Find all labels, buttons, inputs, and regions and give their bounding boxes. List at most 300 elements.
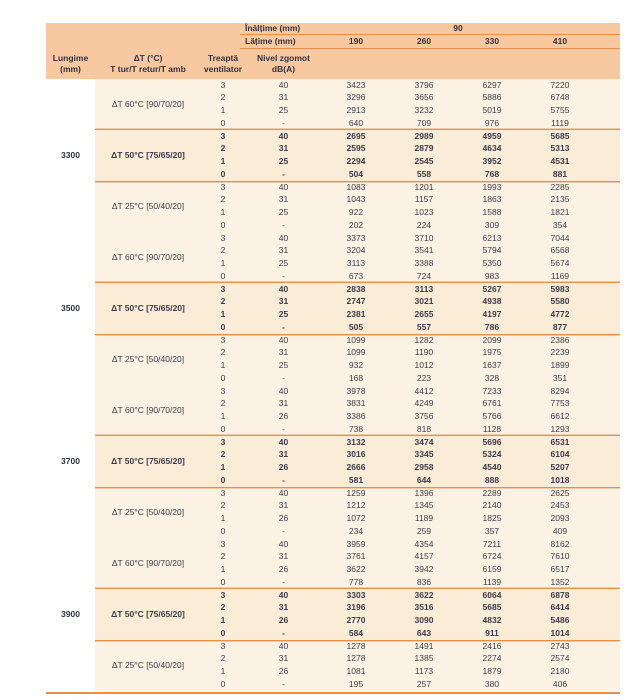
row-filler-cell (594, 346, 620, 359)
fan-step-cell: 1 (220, 411, 226, 422)
capacity-value-cell: 786 (484, 321, 500, 332)
capacity-value-cell: 2453 (550, 500, 570, 511)
header-row-width (46, 35, 620, 49)
table-row (201, 512, 620, 525)
table-row (201, 206, 620, 219)
header-row-columns (46, 49, 620, 79)
noise-level-cell: 31 (278, 500, 289, 511)
capacity-value-cell: 3132 (346, 436, 366, 447)
capacity-value-cell: 5766 (482, 411, 502, 422)
fan-step-cell: 2 (220, 245, 226, 256)
noise-level-cell: 31 (278, 449, 289, 460)
noise-level-cell: 25 (278, 105, 289, 116)
row-filler-cell (594, 563, 620, 576)
fan-step-cell: 0 (220, 270, 226, 281)
dt-block (95, 181, 620, 232)
fan-step-cell: 2 (220, 143, 226, 154)
column-header-noise-level: Nivel zgomot dB(A) (257, 53, 310, 74)
width-value-col3: 330 (484, 36, 500, 46)
table-row (201, 614, 620, 627)
fan-step-cell: 3 (220, 640, 226, 651)
capacity-value-cell: 2838 (346, 283, 366, 294)
fan-step-cell: 3 (220, 283, 226, 294)
capacity-value-cell: 4354 (414, 538, 434, 549)
capacity-value-cell: 2093 (550, 513, 570, 524)
capacity-table (46, 23, 620, 694)
noise-level-cell: 40 (278, 130, 289, 141)
capacity-value-cell: 6213 (482, 232, 502, 243)
capacity-value-cell: 1491 (414, 640, 434, 651)
block-rows (201, 385, 620, 436)
capacity-value-cell: 1157 (414, 194, 434, 205)
row-filler-cell (594, 295, 620, 308)
row-filler-cell (594, 640, 620, 653)
noise-level-cell: 31 (278, 92, 289, 103)
row-filler-cell (594, 372, 620, 385)
capacity-value-cell: 1099 (346, 347, 366, 358)
capacity-value-cell: 5886 (482, 92, 502, 103)
capacity-value-cell: 1139 (482, 576, 502, 587)
table-row (201, 168, 620, 181)
fan-step-cell: 3 (220, 334, 226, 345)
fan-step-cell: 1 (220, 462, 226, 473)
table-row (201, 474, 620, 487)
capacity-value-cell: 911 (485, 627, 499, 638)
capacity-value-cell: 581 (348, 474, 364, 485)
capacity-value-cell: 6414 (550, 602, 570, 613)
table-row (201, 321, 620, 334)
table-row (201, 487, 620, 500)
capacity-value-cell: 922 (348, 207, 364, 218)
capacity-value-cell: 3831 (346, 398, 366, 409)
noise-level-cell: - (282, 117, 285, 128)
capacity-value-cell: 1083 (346, 181, 366, 192)
capacity-value-cell: 768 (484, 168, 500, 179)
row-filler-cell (594, 499, 620, 512)
capacity-value-cell: 643 (416, 627, 432, 638)
table-body (46, 79, 620, 691)
row-filler-cell (594, 665, 620, 678)
capacity-value-cell: 2099 (482, 334, 502, 345)
fan-step-cell: 2 (220, 551, 226, 562)
fan-step-cell: 2 (220, 449, 226, 460)
capacity-value-cell: 8162 (550, 538, 570, 549)
row-filler-cell (594, 104, 620, 117)
row-filler-cell (594, 283, 620, 296)
header-filler (594, 49, 620, 79)
fan-step-cell: 0 (220, 423, 226, 434)
capacity-value-cell: 4157 (414, 551, 434, 562)
row-filler-cell (594, 244, 620, 257)
capacity-value-cell: 3303 (346, 589, 366, 600)
block-rows (201, 283, 620, 334)
capacity-value-cell: 2180 (550, 666, 570, 677)
fan-step-cell: 1 (220, 309, 226, 320)
capacity-value-cell: 836 (416, 576, 432, 587)
fan-step-cell: 0 (220, 576, 226, 587)
noise-level-cell: 31 (278, 602, 289, 613)
table-row (201, 117, 620, 130)
noise-level-cell: 26 (278, 513, 289, 524)
fan-step-cell: 1 (220, 615, 226, 626)
fan-step-cell: 2 (220, 194, 226, 205)
dt-block (95, 487, 620, 538)
table-row (201, 550, 620, 563)
capacity-value-cell: 3113 (414, 283, 434, 294)
capacity-value-cell: 354 (552, 219, 568, 230)
capacity-value-cell: 3386 (346, 411, 366, 422)
capacity-value-cell: 1637 (482, 360, 502, 371)
capacity-value-cell: 2666 (346, 462, 366, 473)
fan-step-cell: 2 (220, 92, 226, 103)
fan-step-cell: 0 (220, 525, 226, 536)
capacity-value-cell: 2545 (414, 156, 434, 167)
noise-level-cell: 40 (278, 232, 289, 243)
noise-level-cell: 26 (278, 462, 289, 473)
capacity-value-cell: 6878 (550, 589, 570, 600)
capacity-value-cell: 2655 (414, 309, 434, 320)
row-filler-cell (594, 359, 620, 372)
capacity-value-cell: 3756 (414, 411, 434, 422)
dt-label: ΔT 50°C [75/65/20] (111, 455, 185, 466)
fan-step-cell: 0 (220, 168, 226, 179)
capacity-value-cell: 1012 (414, 360, 434, 371)
capacity-value-cell: 5685 (482, 602, 502, 613)
capacity-value-cell: 778 (348, 576, 364, 587)
table-row (201, 181, 620, 194)
fan-step-cell: 2 (220, 500, 226, 511)
noise-level-cell: - (282, 168, 285, 179)
noise-level-cell: - (282, 321, 285, 332)
capacity-value-cell: 5794 (482, 245, 502, 256)
table-group (46, 79, 620, 232)
capacity-value-cell: 1293 (550, 423, 570, 434)
table-row (201, 538, 620, 551)
capacity-value-cell: 3345 (414, 449, 434, 460)
capacity-value-cell: 6104 (550, 449, 570, 460)
capacity-value-cell: 6297 (482, 79, 502, 90)
dt-label: ΔT 50°C [75/65/20] (111, 608, 185, 619)
capacity-value-cell: 1385 (414, 653, 434, 664)
width-value-col1: 190 (348, 36, 364, 46)
capacity-value-cell: 2695 (346, 130, 366, 141)
row-filler-cell (594, 117, 620, 130)
noise-level-cell: - (282, 525, 285, 536)
table-row (201, 627, 620, 640)
capacity-value-cell: 2294 (346, 156, 366, 167)
capacity-value-cell: 1282 (414, 334, 434, 345)
capacity-value-cell: 738 (348, 423, 364, 434)
noise-level-cell: - (282, 678, 285, 689)
capacity-value-cell: 257 (416, 678, 432, 689)
noise-level-cell: 25 (278, 309, 289, 320)
capacity-value-cell: 2913 (346, 105, 366, 116)
fan-step-cell: 0 (220, 474, 226, 485)
fan-step-cell: 2 (220, 602, 226, 613)
capacity-value-cell: 4412 (414, 385, 434, 396)
fan-step-cell: 3 (220, 181, 226, 192)
capacity-value-cell: 7220 (550, 79, 570, 90)
fan-step-cell: 2 (220, 347, 226, 358)
fan-step-cell: 0 (220, 117, 226, 128)
row-filler-cell (594, 79, 620, 92)
header-spacer (46, 23, 240, 35)
row-filler-cell (594, 550, 620, 563)
width-label: Lățime (mm) (245, 36, 296, 46)
capacity-value-cell: 7211 (482, 538, 502, 549)
noise-level-cell: - (282, 372, 285, 383)
capacity-value-cell: 3423 (346, 79, 366, 90)
capacity-value-cell: 2135 (550, 194, 570, 205)
block-rows (201, 487, 620, 538)
capacity-value-cell: 2416 (482, 640, 502, 651)
noise-level-cell: - (282, 219, 285, 230)
row-filler-cell (594, 576, 620, 589)
capacity-value-cell: 5674 (550, 258, 570, 269)
dt-block (95, 79, 620, 130)
dt-block (95, 589, 620, 640)
block-rows (201, 589, 620, 640)
length-cell: 3300 (46, 79, 95, 232)
row-filler-cell (594, 232, 620, 245)
group-blocks (95, 232, 620, 385)
table-row (201, 397, 620, 410)
noise-level-cell: 26 (278, 411, 289, 422)
capacity-value-cell: 2625 (550, 487, 570, 498)
dt-block (95, 334, 620, 385)
capacity-value-cell: 724 (416, 270, 432, 281)
row-filler-cell (594, 168, 620, 181)
capacity-value-cell: 3541 (414, 245, 434, 256)
capacity-value-cell: 3196 (346, 602, 366, 613)
dt-label: ΔT 25°C [50/40/20] (111, 200, 185, 211)
table-row (201, 359, 620, 372)
noise-level-cell: 26 (278, 564, 289, 575)
row-filler-cell (594, 678, 620, 691)
table-row (201, 461, 620, 474)
capacity-value-cell: 1821 (550, 207, 570, 218)
noise-level-cell: 25 (278, 258, 289, 269)
row-filler-cell (594, 181, 620, 194)
noise-level-cell: 25 (278, 156, 289, 167)
row-filler-cell (594, 652, 620, 665)
capacity-value-cell: 5696 (482, 436, 502, 447)
capacity-value-cell: 351 (552, 372, 568, 383)
table-row (201, 104, 620, 117)
capacity-value-cell: 1128 (482, 423, 502, 434)
noise-level-cell: 40 (278, 487, 289, 498)
fan-step-cell: 3 (220, 232, 226, 243)
table-group (46, 538, 620, 691)
fan-step-cell: 3 (220, 436, 226, 447)
capacity-value-cell: 558 (416, 168, 432, 179)
row-filler-cell (594, 601, 620, 614)
length-cell: 3900 (46, 538, 95, 691)
capacity-value-cell: 6568 (550, 245, 570, 256)
capacity-value-cell: 6159 (482, 564, 502, 575)
capacity-value-cell: 2989 (414, 130, 434, 141)
fan-step-cell: 0 (220, 219, 226, 230)
capacity-value-cell: 504 (348, 168, 364, 179)
capacity-value-cell: 1189 (414, 513, 434, 524)
capacity-value-cell: 888 (484, 474, 500, 485)
table-row (201, 270, 620, 283)
row-filler-cell (594, 436, 620, 449)
capacity-value-cell: 5983 (550, 283, 570, 294)
capacity-value-cell: 1043 (346, 194, 366, 205)
capacity-value-cell: 2381 (346, 309, 366, 320)
capacity-value-cell: 1352 (550, 576, 570, 587)
header-spacer (46, 35, 240, 49)
noise-level-cell: 40 (278, 385, 289, 396)
row-filler-cell (594, 130, 620, 143)
capacity-value-cell: 195 (348, 678, 364, 689)
dt-label: ΔT 25°C [50/40/20] (111, 659, 185, 670)
table-row (201, 589, 620, 602)
capacity-value-cell: 1899 (550, 360, 570, 371)
capacity-value-cell: 1278 (346, 653, 366, 664)
capacity-value-cell: 5324 (482, 449, 502, 460)
noise-level-cell: - (282, 423, 285, 434)
noise-level-cell: 40 (278, 589, 289, 600)
dt-label: ΔT 60°C [90/70/20] (111, 404, 185, 415)
row-filler-cell (594, 614, 620, 627)
row-filler-cell (594, 589, 620, 602)
table-header (46, 23, 620, 79)
column-header-fan-step: Treaptă ventilator (203, 53, 243, 74)
noise-level-cell: 26 (278, 615, 289, 626)
capacity-value-cell: 2743 (550, 640, 570, 651)
header-empty-area (322, 49, 594, 79)
fan-step-cell: 1 (220, 360, 226, 371)
table-group (46, 232, 620, 385)
row-filler-cell (594, 423, 620, 436)
fan-step-cell: 0 (220, 627, 226, 638)
table-bottom-rule (46, 692, 620, 694)
table-row (201, 665, 620, 678)
table-row (201, 155, 620, 168)
capacity-value-cell: 3761 (346, 551, 366, 562)
capacity-value-cell: 3952 (482, 156, 502, 167)
capacity-value-cell: 2386 (550, 334, 570, 345)
capacity-value-cell: 640 (348, 117, 364, 128)
capacity-value-cell: 4938 (482, 296, 502, 307)
capacity-value-cell: 3516 (414, 602, 434, 613)
fan-step-cell: 0 (220, 678, 226, 689)
capacity-value-cell: 309 (484, 219, 500, 230)
group-blocks (95, 79, 620, 232)
capacity-value-cell: 1863 (482, 194, 502, 205)
row-filler-cell (594, 627, 620, 640)
capacity-value-cell: 3656 (414, 92, 434, 103)
row-filler-cell (594, 538, 620, 551)
table-row (201, 91, 620, 104)
table-row (201, 576, 620, 589)
fan-step-cell: 3 (220, 487, 226, 498)
capacity-value-cell: 1825 (482, 513, 502, 524)
capacity-value-cell: 4540 (482, 462, 502, 473)
table-row (201, 79, 620, 92)
row-filler-cell (594, 461, 620, 474)
dt-label: ΔT 50°C [75/65/20] (111, 149, 185, 160)
capacity-value-cell: 5313 (550, 143, 570, 154)
capacity-value-cell: 709 (416, 117, 432, 128)
dt-label: ΔT 25°C [50/40/20] (111, 353, 185, 364)
noise-level-cell: 31 (278, 245, 289, 256)
noise-level-cell: 40 (278, 538, 289, 549)
capacity-value-cell: 3474 (414, 436, 434, 447)
capacity-value-cell: 1993 (482, 181, 502, 192)
capacity-value-cell: 223 (416, 372, 432, 383)
fan-step-cell: 2 (220, 398, 226, 409)
capacity-value-cell: 6531 (550, 436, 570, 447)
capacity-value-cell: 1345 (414, 500, 434, 511)
block-rows (201, 334, 620, 385)
table-row (201, 372, 620, 385)
fan-step-cell: 0 (220, 321, 226, 332)
width-value-col4: 410 (552, 36, 568, 46)
capacity-value-cell: 5207 (550, 462, 570, 473)
capacity-value-cell: 6724 (482, 551, 502, 562)
capacity-value-cell: 3796 (414, 79, 434, 90)
noise-level-cell: - (282, 627, 285, 638)
capacity-value-cell: 1278 (346, 640, 366, 651)
capacity-value-cell: 406 (552, 678, 568, 689)
noise-level-cell: 40 (278, 640, 289, 651)
capacity-value-cell: 3296 (346, 92, 366, 103)
header-height-area (240, 23, 620, 35)
fan-step-cell: 2 (220, 653, 226, 664)
dt-label: ΔT 60°C [90/70/20] (111, 251, 185, 262)
capacity-value-cell: 202 (348, 219, 364, 230)
noise-level-cell: 40 (278, 79, 289, 90)
row-filler-cell (594, 512, 620, 525)
noise-level-cell: - (282, 474, 285, 485)
dt-block (95, 232, 620, 283)
capacity-value-cell: 6612 (550, 411, 570, 422)
noise-level-cell: 40 (278, 334, 289, 345)
capacity-value-cell: 1119 (551, 117, 569, 128)
capacity-value-cell: 2770 (346, 615, 366, 626)
capacity-value-cell: 7753 (550, 398, 570, 409)
capacity-value-cell: 976 (484, 117, 500, 128)
capacity-value-cell: 4634 (482, 143, 502, 154)
header-width-area (240, 35, 620, 49)
capacity-value-cell: 3710 (414, 232, 434, 243)
noise-level-cell: - (282, 576, 285, 587)
capacity-value-cell: 234 (348, 525, 364, 536)
capacity-value-cell: 4197 (482, 309, 502, 320)
noise-level-cell: 40 (278, 181, 289, 192)
table-row (201, 232, 620, 245)
table-row (201, 652, 620, 665)
fan-step-cell: 2 (220, 296, 226, 307)
capacity-value-cell: 3622 (414, 589, 434, 600)
capacity-value-cell: 1190 (414, 347, 434, 358)
dt-block (95, 436, 620, 487)
row-filler-cell (594, 308, 620, 321)
capacity-value-cell: 2239 (550, 347, 570, 358)
table-row (201, 499, 620, 512)
capacity-value-cell: 8294 (550, 385, 570, 396)
block-rows (201, 79, 620, 130)
capacity-value-cell: 983 (484, 270, 500, 281)
row-filler-cell (594, 385, 620, 398)
block-rows (201, 640, 620, 691)
table-row (201, 334, 620, 347)
capacity-value-cell: 328 (484, 372, 500, 383)
row-filler-cell (594, 142, 620, 155)
